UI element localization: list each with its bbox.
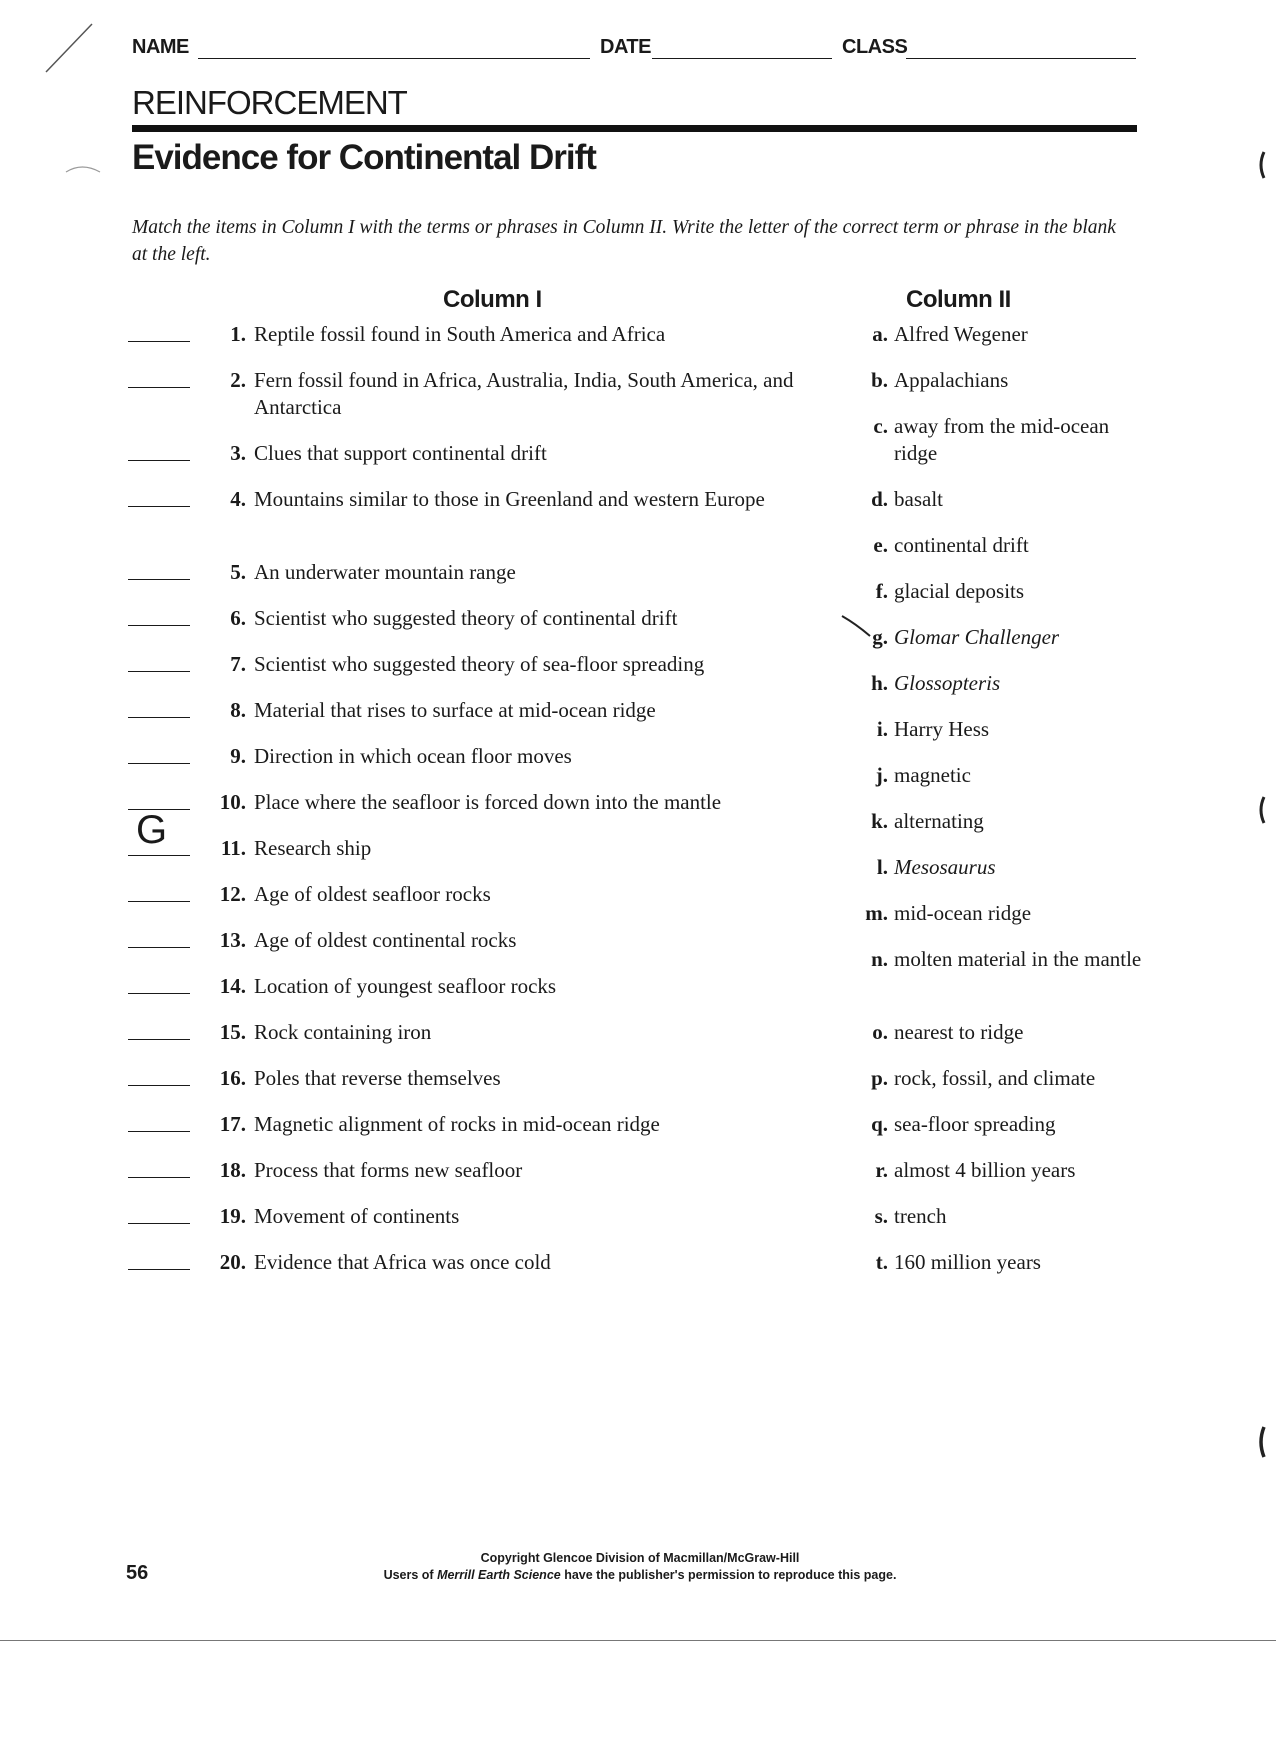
option-letter: q. [871, 1112, 888, 1136]
section-label: REINFORCEMENT [132, 84, 407, 121]
item-text: Scientist who suggested theory of sea-floor spreading [254, 652, 705, 676]
item-number: 9. [230, 744, 246, 768]
item-number: 20. [219, 1250, 246, 1274]
option-text: almost 4 billion years [894, 1158, 1076, 1182]
answer-blank[interactable] [128, 993, 190, 994]
option-letter: l. [876, 855, 888, 879]
option-text: Glomar Challenger [894, 625, 1060, 649]
permission-prefix: Users of [383, 1568, 438, 1582]
option-text: Glossopteris [894, 671, 1001, 695]
item-number: 19. [219, 1204, 246, 1228]
option-text: alternating [894, 809, 984, 833]
item-text: Research ship [254, 836, 372, 860]
pencil-slash-mark [40, 18, 100, 78]
hole-punch-mark-middle [1256, 795, 1268, 825]
answer-blank[interactable] [128, 460, 190, 461]
answer-blank[interactable] [128, 1269, 190, 1270]
column-2-heading: Column II [906, 286, 1011, 313]
item-number: 3. [230, 441, 246, 465]
option-text: basalt [894, 487, 943, 511]
item-number: 6. [230, 606, 246, 630]
option-letter: i. [876, 717, 888, 741]
answer-blank[interactable] [128, 1131, 190, 1132]
option-letter: e. [873, 533, 888, 557]
answer-blank[interactable] [128, 671, 190, 672]
item-text: Age of oldest seafloor rocks [254, 882, 491, 906]
name-label: NAME [132, 36, 189, 58]
option-letter: t. [875, 1250, 888, 1274]
item-number: 5. [230, 560, 246, 584]
answer-blank[interactable] [128, 341, 190, 342]
item-text: Direction in which ocean floor moves [254, 744, 572, 768]
item-text: Reptile fossil found in South America and Africa [254, 322, 666, 346]
item-text: Movement of continents [254, 1204, 460, 1228]
answer-blank[interactable] [128, 506, 190, 507]
option-letter: r. [875, 1158, 888, 1182]
option-text: nearest to ridge [894, 1020, 1024, 1044]
item-text: Material that rises to surface at mid-ocean ridge [254, 698, 656, 722]
option-text: molten material in the mantle [894, 947, 1142, 971]
scan-edge-line [0, 1640, 1276, 1641]
option-letter: h. [871, 671, 888, 695]
option-text: 160 million years [894, 1250, 1041, 1274]
page-title: Evidence for Continental Drift [132, 138, 596, 177]
item-text: Rock containing iron [254, 1020, 432, 1044]
instructions: Match the items in Column I with the terms or phrases in Column II. Write the letter of the correct term or phrase in the blank at the left. [132, 217, 1116, 265]
item-text: Process that forms new seafloor [254, 1158, 523, 1182]
answer-blank[interactable] [128, 763, 190, 764]
item-number: 18. [219, 1158, 246, 1182]
option-letter: j. [875, 763, 888, 787]
item-text: Fern fossil found in Africa, Australia, India, South America, and Antarctica [254, 368, 794, 419]
item-number: 2. [230, 368, 246, 392]
left-margin-smudge [64, 160, 104, 180]
option-text: sea-floor spreading [894, 1112, 1056, 1136]
item-number: 12. [219, 882, 246, 906]
option-text: Mesosaurus [894, 855, 996, 879]
answer-blank[interactable] [128, 579, 190, 580]
answer-blank[interactable] [128, 855, 190, 856]
hole-punch-mark-bottom [1256, 1425, 1268, 1459]
answer-blank[interactable] [128, 901, 190, 902]
option-letter: k. [871, 809, 888, 833]
hole-punch-mark-top [1256, 150, 1268, 180]
option-text: trench [894, 1204, 947, 1228]
option-text: Appalachians [894, 368, 1009, 392]
option-text: mid-ocean ridge [894, 901, 1032, 925]
answer-blank[interactable] [128, 717, 190, 718]
option-letter: d. [871, 487, 888, 511]
option-text: rock, fossil, and climate [894, 1066, 1096, 1090]
option-letter: s. [874, 1204, 888, 1228]
option-text: glacial deposits [894, 579, 1025, 603]
option-letter: p. [871, 1066, 888, 1090]
date-field-line[interactable] [652, 58, 832, 59]
option-text: continental drift [894, 533, 1029, 557]
item-text: Scientist who suggested theory of continental drift [254, 606, 678, 630]
date-label: DATE [600, 36, 651, 58]
item-number: 7. [230, 652, 246, 676]
column-1-heading: Column I [443, 286, 542, 313]
item-number: 13. [219, 928, 246, 952]
answer-blank[interactable] [128, 387, 190, 388]
option-text: away from the mid-ocean ridge [894, 414, 1110, 465]
footer-copyright [300, 1550, 980, 1584]
item-text: Evidence that Africa was once cold [254, 1250, 551, 1274]
answer-blank[interactable] [128, 625, 190, 626]
item-text: Mountains similar to those in Greenland and western Europe [254, 487, 765, 511]
answer-blank[interactable] [128, 1039, 190, 1040]
option-letter: o. [872, 1020, 888, 1044]
item-text: Magnetic alignment of rocks in mid-ocean ridge [254, 1112, 660, 1136]
class-label: CLASS [842, 36, 908, 58]
item-number: 4. [230, 487, 246, 511]
answer-blank[interactable] [128, 1177, 190, 1178]
item-text: Location of youngest seafloor rocks [254, 974, 557, 998]
name-field-line[interactable] [198, 58, 590, 59]
item-number: 11. [220, 836, 246, 860]
answer-blank[interactable] [128, 947, 190, 948]
option-letter: f. [875, 579, 888, 603]
answer-blank[interactable] [128, 1223, 190, 1224]
option-letter: a. [872, 322, 888, 346]
item-number: 10. [219, 790, 246, 814]
item-number: 8. [230, 698, 246, 722]
permission-line [300, 1567, 980, 1584]
item-number: 14. [219, 974, 246, 998]
item-text: Poles that reverse themselves [254, 1066, 501, 1090]
permission-book-title: Merrill Earth Science [437, 1568, 561, 1582]
item-text: Place where the seafloor is forced down into the mantle [254, 790, 722, 814]
option-letter: b. [871, 368, 888, 392]
item-text: Age of oldest continental rocks [254, 928, 517, 952]
option-text: Harry Hess [894, 717, 990, 741]
checkmark-on-g [840, 612, 880, 642]
handwritten-answer: G [136, 808, 168, 852]
title-rule [132, 125, 1137, 132]
item-number: 15. [219, 1020, 246, 1044]
permission-suffix: have the publisher's permission to reproduce this page. [560, 1568, 897, 1582]
option-letter: g. [872, 625, 888, 649]
item-text: An underwater mountain range [254, 560, 516, 584]
option-text: Alfred Wegener [894, 322, 1028, 346]
option-letter: m. [865, 901, 888, 925]
item-number: 1. [230, 322, 246, 346]
item-text: Clues that support continental drift [254, 441, 547, 465]
copyright-line: Copyright Glencoe Division of Macmillan/McGraw-Hill [480, 1551, 800, 1565]
option-letter: n. [871, 947, 888, 971]
item-number: 17. [219, 1112, 246, 1136]
class-field-line[interactable] [906, 58, 1136, 59]
option-letter: c. [873, 414, 888, 438]
answer-blank[interactable] [128, 1085, 190, 1086]
page-number: 56 [126, 1562, 149, 1584]
option-text: magnetic [894, 763, 971, 787]
item-number: 16. [219, 1066, 246, 1090]
